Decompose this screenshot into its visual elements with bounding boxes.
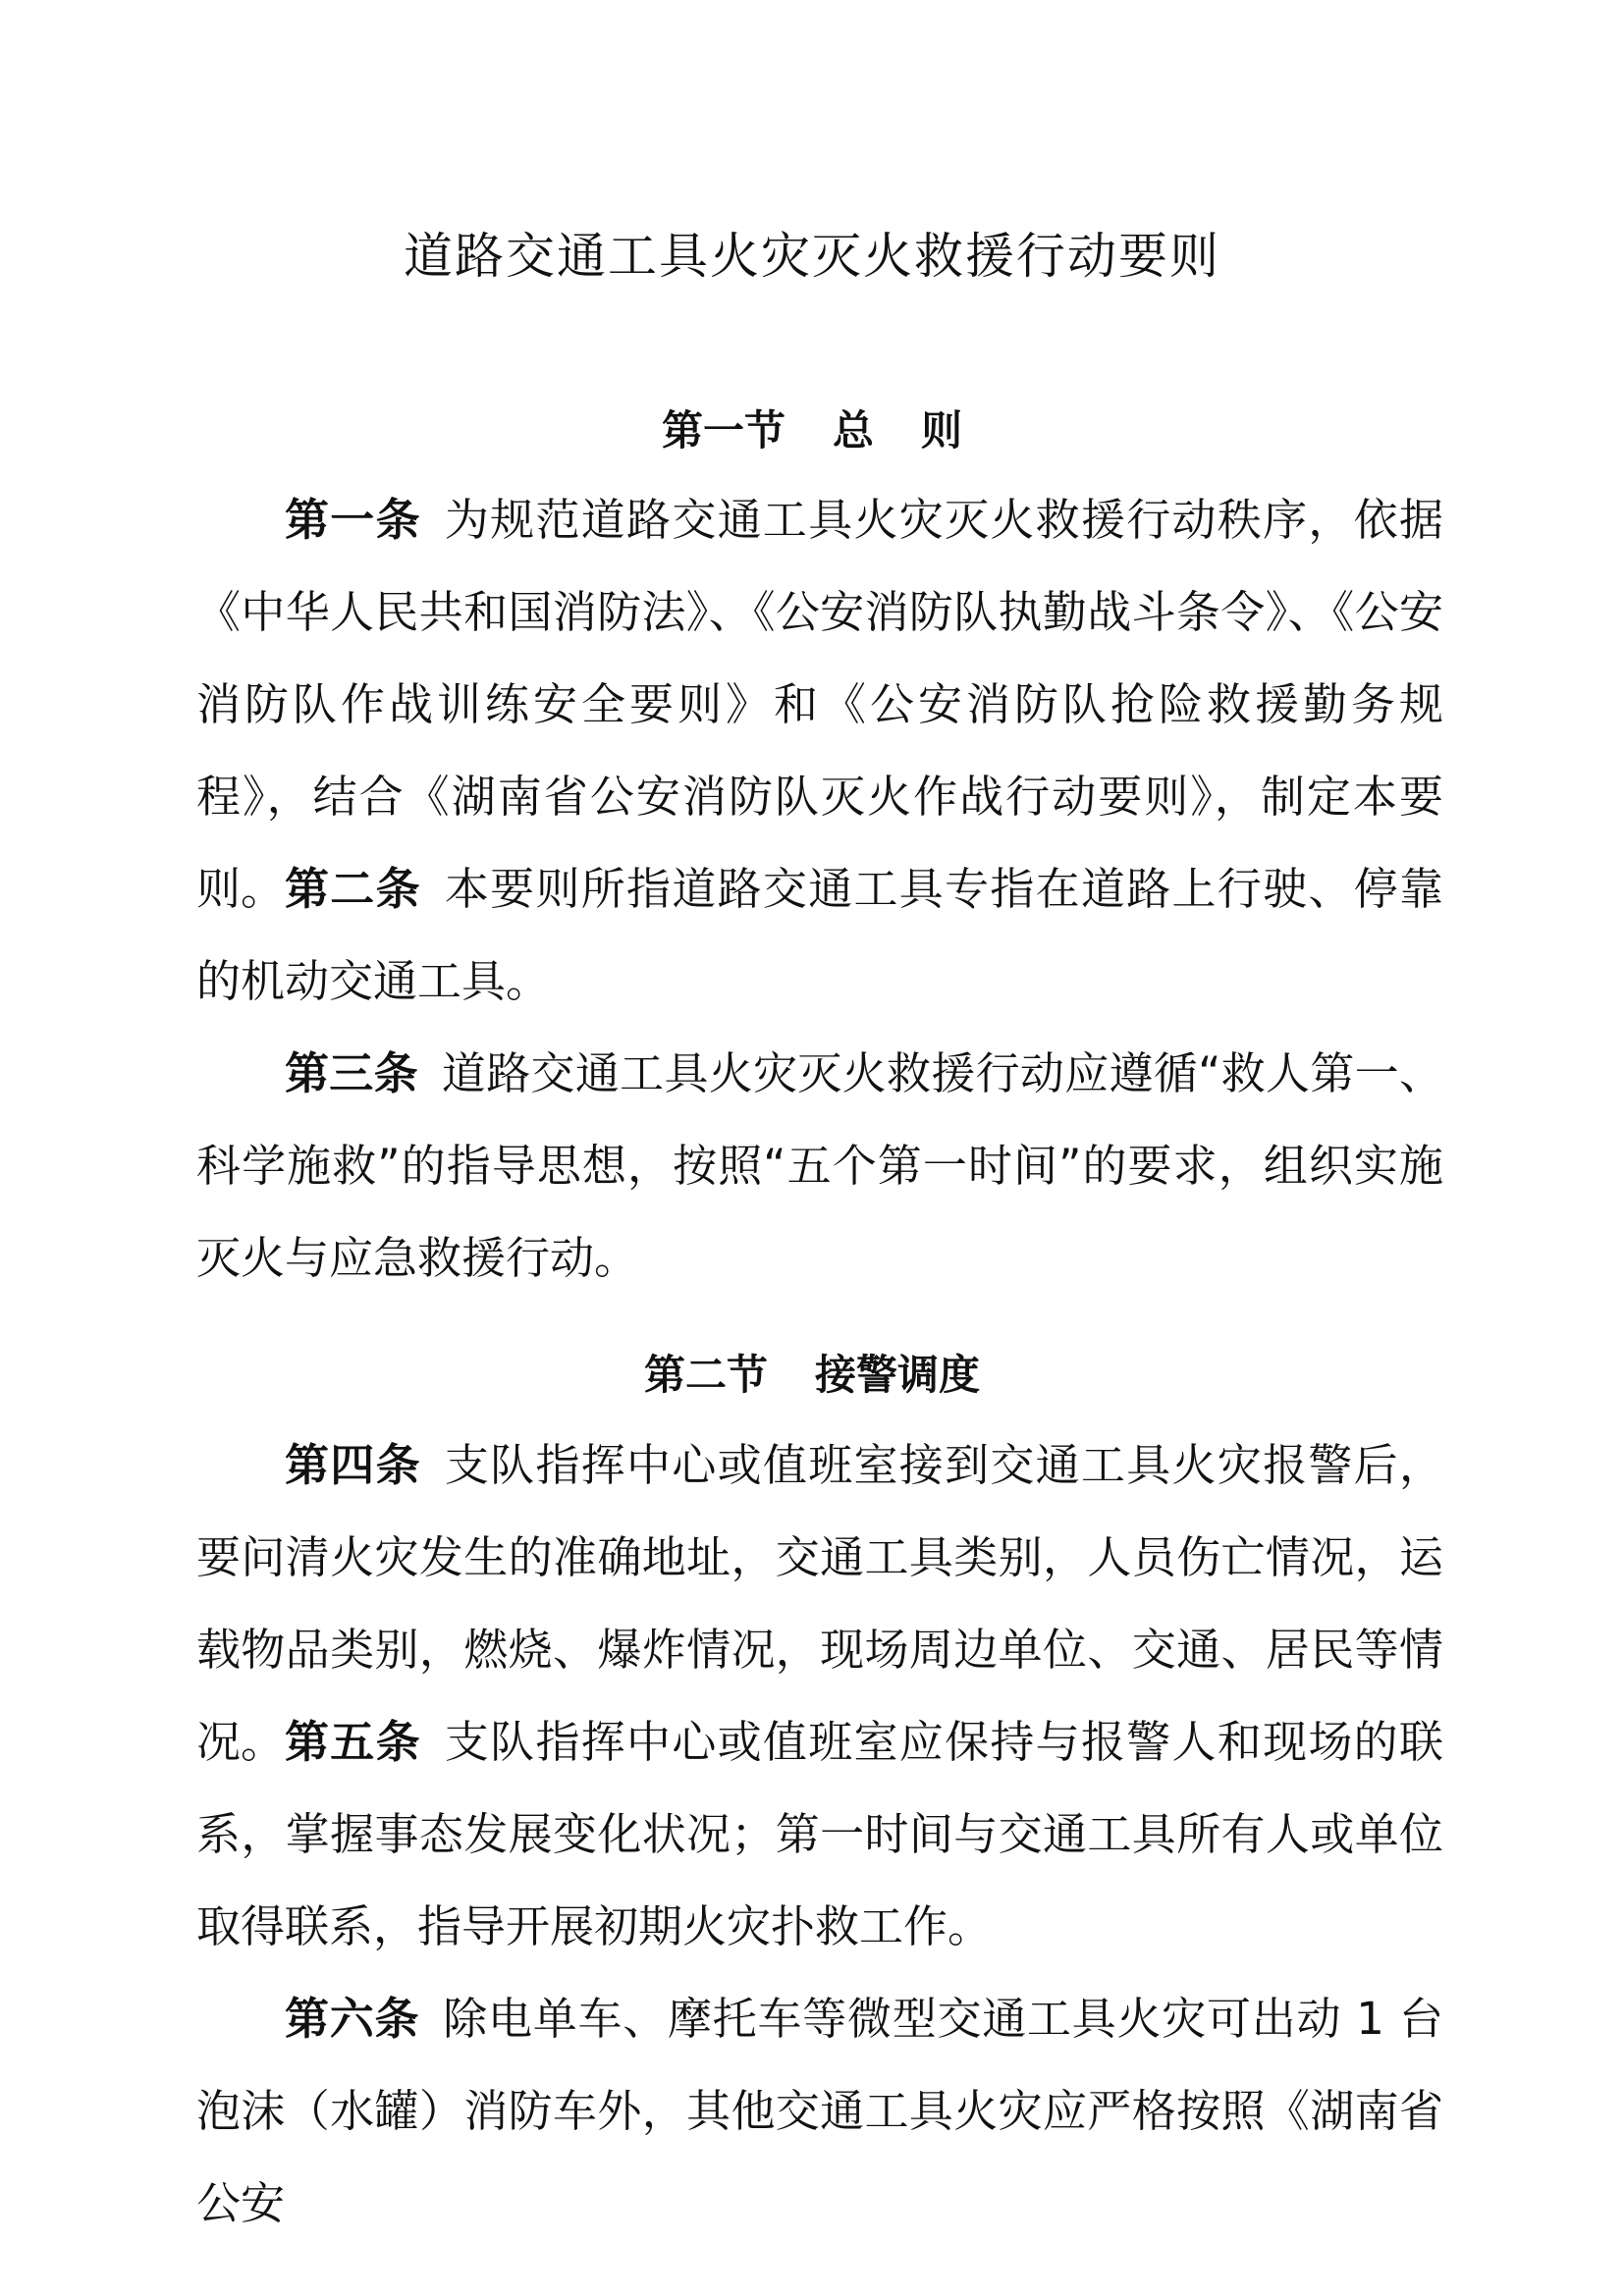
article-5 (196, 1696, 1443, 1973)
article-label: 第六条 (285, 1993, 420, 2045)
document-title: 道路交通工具火灾灭火救援行动要则 (404, 228, 1220, 285)
article-text: 道路交通工具火灾灭火救援行动应遵循“救人第一、科学施救”的指导思想，按照“五个第一时间”的要求，组织实施灭火与应急救援行动。 (196, 1047, 1443, 1284)
section-heading-2 (0, 1346, 1624, 1405)
section-number: 第二节 (643, 1351, 768, 1399)
section-number: 第一节 (661, 406, 785, 454)
article-text: 除电单车、摩托车等微型交通工具火灾可出动 1 台泡沫（水罐）消防车外，其他交通工具火灾应严格按照《湖南省公安 (196, 1993, 1443, 2229)
section-title: 接警调度 (815, 1351, 981, 1399)
article-label: 第五条 (285, 1716, 421, 1768)
article-3 (196, 1028, 1443, 1305)
article-label: 第一条 (285, 494, 421, 546)
section-title-char: 则 (921, 406, 963, 454)
article-6 (196, 1973, 1443, 2250)
article-label: 第三条 (285, 1047, 418, 1099)
section-heading-1 (0, 401, 1624, 460)
section-title-char: 总 (832, 406, 874, 454)
article-2 (196, 843, 1443, 1028)
article-text: 支队指挥中心或值班室接到交通工具火灾报警后，要问清火灾发生的准确地址，交通工具类别，人员伤亡情况，运载物品类别，燃烧、爆炸情况，现场周边单位、交通、居民等情况。 (196, 1439, 1443, 1768)
article-text: 为规范道路交通工具火灾灭火救援行动秩序，依据《中华人民共和国消防法》、《公安消防队执勤战斗条令》、《公安消防队作战训练安全要则》和《公安消防队抢险救援勤务规程》，结合《湖南省公安消防队灭火作战行动要则》，制定本要则。 (196, 494, 1443, 915)
article-label: 第四条 (285, 1439, 421, 1491)
article-text: 本要则所指道路交通工具专指在道路上行驶、停靠的机动交通工具。 (196, 863, 1443, 1007)
article-label: 第二条 (285, 863, 421, 915)
article-text: 支队指挥中心或值班室应保持与报警人和现场的联系，掌握事态发展变化状况；第一时间与交通工具所有人或单位取得联系，指导开展初期火灾扑救工作。 (196, 1716, 1443, 1952)
